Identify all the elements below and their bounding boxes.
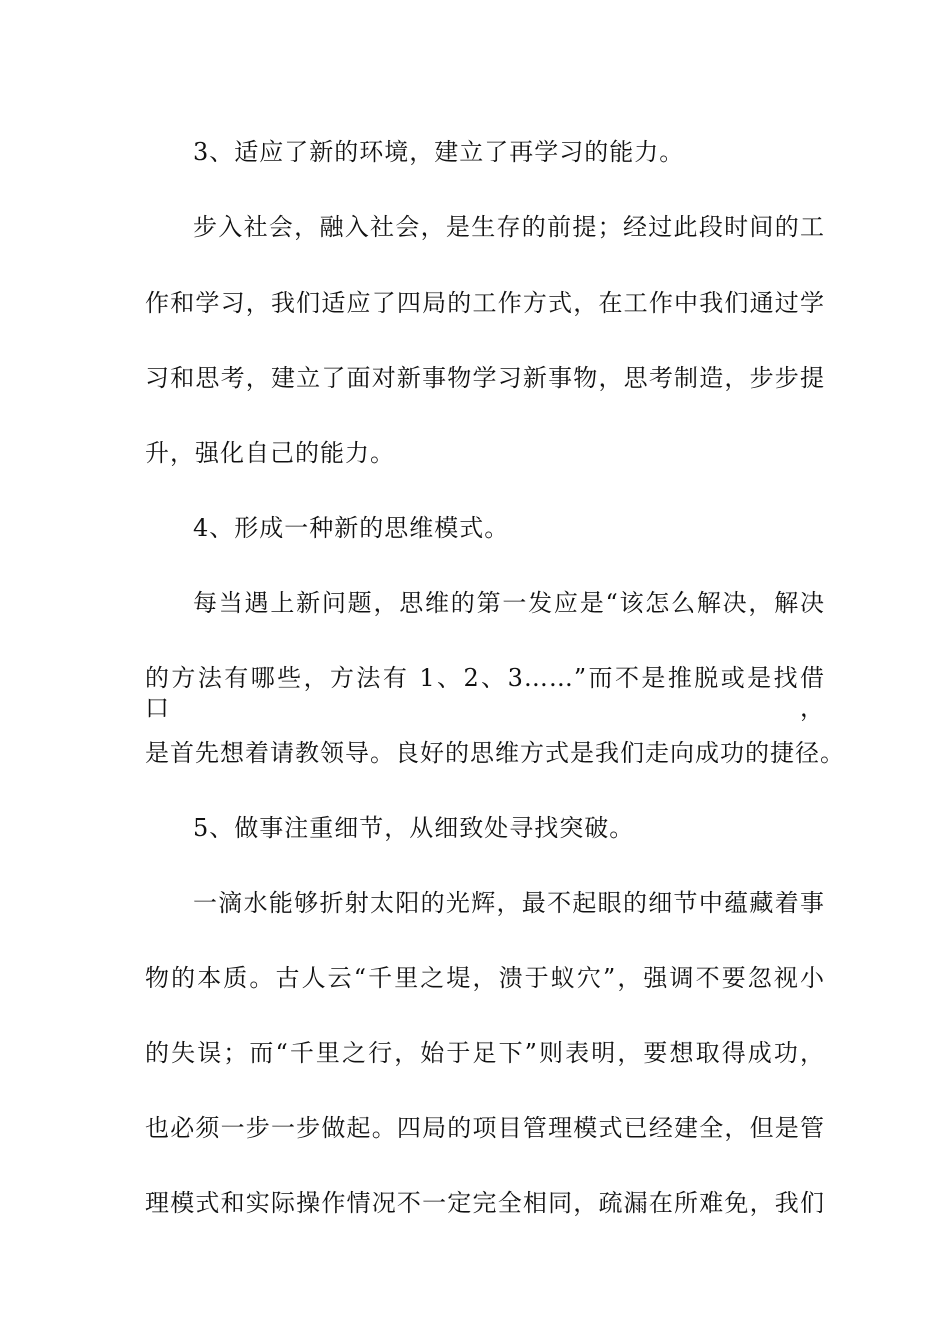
paragraph-line: 也必须一步一步做起。四局的项目管理模式已经建全，但是管 [145,1114,825,1142]
paragraph-line: 是首先想着请教领导。良好的思维方式是我们走向成功的捷径。 [145,739,845,767]
paragraph-line: 的失误；而“千里之行，始于足下”则表明，要想取得成功， [145,1039,825,1067]
paragraph-line: 的方法有哪些，方法有 1、2、3……”而不是推脱或是找借口， [145,664,825,722]
paragraph-line: 物的本质。古人云“千里之堤，溃于蚁穴”，强调不要忽视小 [145,964,825,992]
heading-3: 3、适应了新的环境，建立了再学习的能力。 [193,138,685,166]
paragraph-line: 作和学习，我们适应了四局的工作方式，在工作中我们通过学 [145,289,825,317]
heading-5: 5、做事注重细节，从细致处寻找突破。 [193,814,635,842]
paragraph-line: 理模式和实际操作情况不一定完全相同，疏漏在所难免，我们 [145,1189,825,1217]
paragraph-line: 升，强化自己的能力。 [145,439,395,467]
paragraph-line: 步入社会，融入社会，是生存的前提；经过此段时间的工 [193,213,825,241]
paragraph-line: 一滴水能够折射太阳的光辉，最不起眼的细节中蕴藏着事 [193,889,825,917]
heading-4: 4、形成一种新的思维模式。 [193,514,510,542]
paragraph-line: 每当遇上新问题，思维的第一发应是“该怎么解决，解决 [193,589,825,617]
paragraph-line: 习和思考，建立了面对新事物学习新事物，思考制造，步步提 [145,364,825,392]
